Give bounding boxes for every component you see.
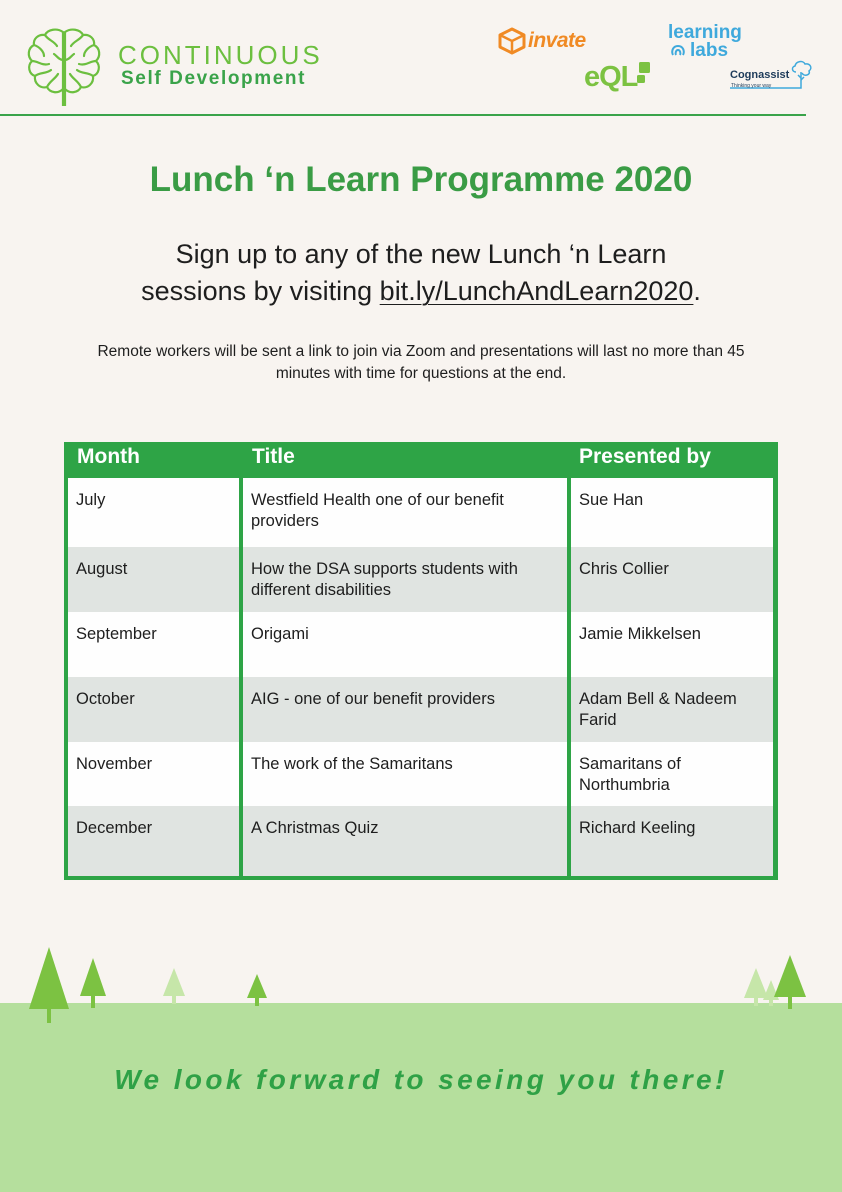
cell-month: July — [68, 478, 239, 547]
cell-month: November — [68, 742, 239, 806]
page-title: Lunch ‘n Learn Programme 2020 — [149, 160, 693, 199]
signup-intro-prefix: sessions by visiting — [141, 276, 380, 306]
cell-month: September — [68, 612, 239, 677]
header-divider — [0, 114, 806, 116]
column-header-presenter: Presented by — [579, 445, 711, 468]
box-icon — [498, 27, 526, 55]
signup-intro-line2 — [0, 273, 842, 310]
cell-presenter: Samaritans of Northumbria — [571, 742, 773, 806]
learning-labs-text-line1: learning — [668, 22, 742, 43]
cell-presenter: Sue Han — [571, 478, 773, 547]
tree-icon — [26, 945, 72, 1025]
eql-logo — [584, 62, 653, 92]
signup-link[interactable]: bit.ly/LunchAndLearn2020 — [379, 276, 694, 306]
invate-logo — [498, 27, 586, 55]
cell-title: Origami — [243, 612, 567, 677]
signup-intro — [0, 236, 842, 310]
cell-title: A Christmas Quiz — [243, 806, 567, 876]
fingerprint-icon — [670, 43, 686, 59]
cell-presenter: Jamie Mikkelsen — [571, 612, 773, 677]
cell-presenter: Adam Bell & Nadeem Farid — [571, 677, 773, 742]
learning-labs-logo — [668, 24, 742, 60]
eql-squares-icon — [637, 62, 653, 88]
tree-icon — [245, 972, 269, 1008]
tree-icon — [161, 966, 187, 1006]
table-header — [64, 442, 778, 476]
cell-title: The work of the Samaritans — [243, 742, 567, 806]
brand-name-line2: Self Development — [121, 68, 307, 89]
cell-title: How the DSA supports students with different disabilities — [243, 547, 567, 612]
footer-message: We look forward to seeing you there! — [114, 1064, 728, 1095]
cell-month: August — [68, 547, 239, 612]
signup-intro-suffix: . — [693, 276, 701, 306]
cell-title: AIG - one of our benefit providers — [243, 677, 567, 742]
brain-logo-icon — [24, 26, 104, 106]
cognassist-tagline: Thinking your way — [731, 83, 772, 89]
signup-intro-line1: Sign up to any of the new Lunch ‘n Learn — [175, 239, 667, 269]
footer-ground — [0, 1003, 842, 1192]
brand-name-line1: CONTINUOUS — [118, 40, 323, 70]
cell-month: October — [68, 677, 239, 742]
cell-title: Westfield Health one of our benefit providers — [243, 478, 567, 547]
cell-presenter: Richard Keeling — [571, 806, 773, 876]
tree-icon — [772, 953, 808, 1011]
column-header-title: Title — [252, 445, 295, 468]
cell-presenter: Chris Collier — [571, 547, 773, 612]
column-header-month: Month — [77, 445, 140, 468]
header — [0, 0, 842, 118]
eql-logo-text: eQL — [584, 61, 638, 93]
invate-logo-text: invate — [528, 29, 586, 52]
tree-icon — [78, 956, 108, 1010]
cognassist-logo-text: Cognassist — [730, 69, 790, 81]
learning-labs-text-line2: labs — [690, 40, 729, 61]
cell-month: December — [68, 806, 239, 876]
schedule-table — [64, 442, 778, 880]
remote-workers-note: Remote workers will be sent a link to join via Zoom and presentations will last no more than 45 minutes with time for questions at the end. — [97, 343, 745, 382]
